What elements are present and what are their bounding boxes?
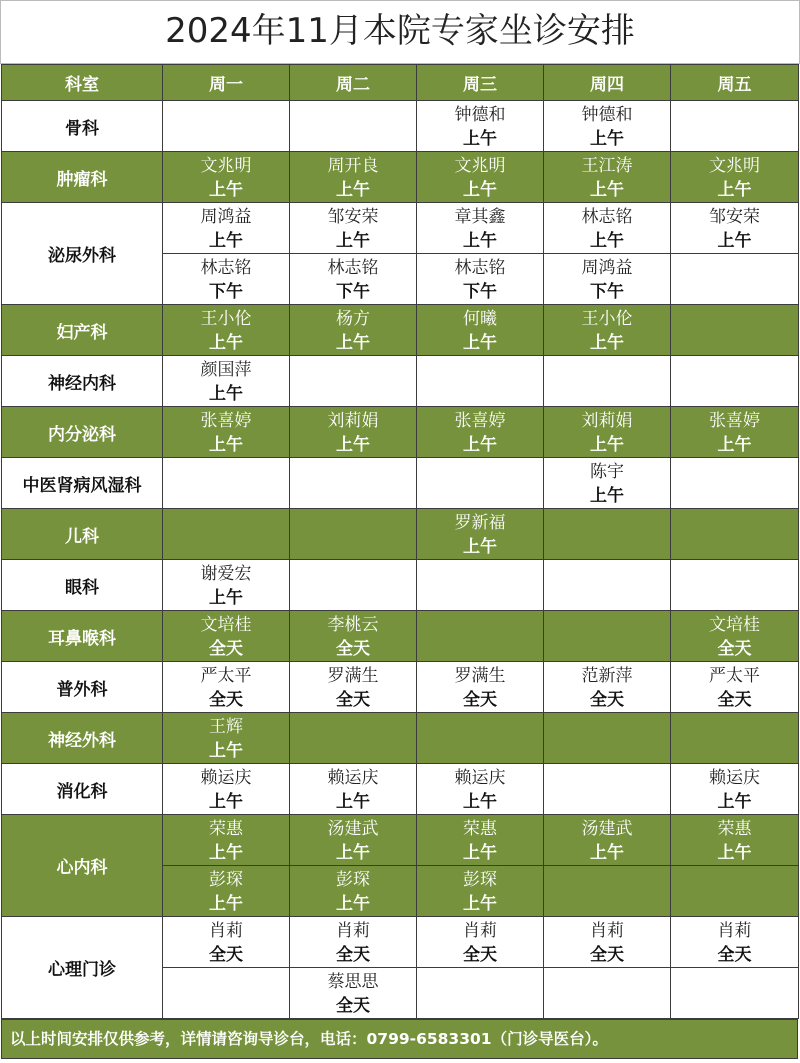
shift-time: 下午	[590, 282, 624, 302]
doctor-name: 林志铭	[581, 207, 633, 227]
doctor-name: 肖莉	[209, 921, 243, 941]
schedule-cell	[163, 713, 290, 764]
shift-time: 上午	[717, 435, 752, 455]
schedule-cell	[544, 152, 671, 203]
shift-time: 上午	[463, 231, 497, 251]
schedule-cell	[544, 407, 671, 458]
footer-note: 以上时间安排仅供参考，详情请咨询导诊台，电话：0799-6583301（门诊导医台）。	[1, 1019, 798, 1059]
shift-time: 全天	[590, 690, 624, 710]
schedule-cell	[163, 815, 290, 866]
schedule-cell	[163, 356, 290, 407]
shift-time: 上午	[463, 843, 497, 863]
doctor-name: 周开良	[327, 156, 379, 176]
doctor-name: 周鸿益	[200, 207, 252, 227]
doctor-name: 肖莉	[336, 921, 370, 941]
schedule-cell	[290, 101, 417, 152]
shift-time: 上午	[336, 792, 370, 812]
shift-time: 全天	[336, 690, 370, 710]
doctor-name: 文兆明	[709, 156, 760, 176]
schedule-cell	[671, 866, 799, 917]
table-row	[2, 203, 799, 254]
schedule-cell	[544, 662, 671, 713]
schedule-cell	[163, 560, 290, 611]
shift-time: 上午	[590, 333, 624, 353]
header-fri: 周五	[671, 65, 799, 101]
doctor-name: 张喜婷	[454, 411, 506, 431]
doctor-name: 罗新福	[454, 513, 506, 533]
shift-time: 上午	[463, 333, 497, 353]
doctor-name: 严太平	[709, 666, 760, 686]
doctor-name: 赖运庆	[709, 768, 760, 788]
shift-time: 下午	[463, 282, 497, 302]
shift-time: 全天	[209, 639, 243, 659]
doctor-name: 颜国萍	[200, 360, 252, 380]
shift-time: 上午	[336, 894, 370, 914]
shift-time: 上午	[463, 129, 497, 149]
schedule-cell	[290, 560, 417, 611]
shift-time: 上午	[463, 180, 497, 200]
schedule-cell	[671, 407, 799, 458]
schedule-cell	[290, 866, 417, 917]
doctor-name: 彭琛	[336, 870, 370, 890]
shift-time: 上午	[590, 180, 624, 200]
shift-time: 上午	[209, 384, 243, 404]
header-row	[2, 65, 799, 101]
dept-cell: 普外科	[2, 662, 163, 713]
doctor-name: 文兆明	[454, 156, 506, 176]
dept-cell: 内分泌科	[2, 407, 163, 458]
dept-cell: 神经外科	[2, 713, 163, 764]
dept-cell: 神经内科	[2, 356, 163, 407]
schedule-cell	[163, 254, 290, 305]
schedule-cell	[163, 611, 290, 662]
schedule-cell	[163, 509, 290, 560]
schedule-cell	[671, 713, 799, 764]
schedule-cell	[544, 101, 671, 152]
schedule-cell	[290, 968, 417, 1019]
shift-time: 下午	[209, 282, 243, 302]
doctor-name: 王江涛	[581, 156, 633, 176]
shift-time: 上午	[209, 894, 243, 914]
doctor-name: 谢爱宏	[200, 564, 252, 584]
schedule-cell	[671, 815, 799, 866]
doctor-name: 赖运庆	[327, 768, 379, 788]
schedule-cell	[163, 917, 290, 968]
shift-time: 上午	[209, 435, 243, 455]
doctor-name: 肖莉	[717, 921, 752, 941]
dept-cell: 肿瘤科	[2, 152, 163, 203]
shift-time: 上午	[717, 843, 752, 863]
dept-cell: 眼科	[2, 560, 163, 611]
table-row	[2, 101, 799, 152]
schedule-cell	[671, 203, 799, 254]
schedule-cell	[417, 254, 544, 305]
shift-time: 上午	[717, 792, 752, 812]
shift-time: 上午	[209, 741, 243, 761]
schedule-cell	[290, 458, 417, 509]
dept-cell: 中医肾病风湿科	[2, 458, 163, 509]
schedule-cell	[544, 254, 671, 305]
schedule-cell	[290, 611, 417, 662]
shift-time: 上午	[209, 792, 243, 812]
doctor-name: 荣惠	[209, 819, 243, 839]
schedule-cell	[417, 560, 544, 611]
schedule-cell	[671, 356, 799, 407]
schedule-cell	[544, 968, 671, 1019]
doctor-name: 肖莉	[463, 921, 497, 941]
doctor-name: 何曦	[463, 309, 497, 329]
schedule-cell	[417, 917, 544, 968]
doctor-name: 杨方	[336, 309, 370, 329]
dept-cell: 心内科	[2, 815, 163, 917]
schedule-cell	[417, 305, 544, 356]
schedule-cell	[290, 917, 417, 968]
shift-time: 上午	[336, 333, 370, 353]
table-row	[2, 662, 799, 713]
schedule-cell	[290, 815, 417, 866]
schedule-cell	[163, 101, 290, 152]
schedule-cell	[544, 458, 671, 509]
schedule-cell	[417, 407, 544, 458]
schedule-cell	[163, 764, 290, 815]
schedule-cell	[163, 662, 290, 713]
doctor-name: 章其鑫	[454, 207, 506, 227]
shift-time: 全天	[717, 945, 752, 965]
doctor-name: 罗满生	[454, 666, 506, 686]
shift-time: 下午	[336, 282, 370, 302]
doctor-name: 赖运庆	[200, 768, 252, 788]
schedule-cell	[290, 509, 417, 560]
schedule-cell	[163, 203, 290, 254]
shift-time: 全天	[717, 690, 752, 710]
schedule-cell	[671, 560, 799, 611]
shift-time: 上午	[590, 129, 624, 149]
schedule-cell	[417, 662, 544, 713]
schedule-cell	[290, 713, 417, 764]
table-row	[2, 152, 799, 203]
shift-time: 上午	[463, 792, 497, 812]
schedule-cell	[544, 305, 671, 356]
table-row	[2, 917, 799, 968]
schedule-cell	[290, 305, 417, 356]
doctor-name: 刘莉娟	[327, 411, 379, 431]
schedule-cell	[671, 509, 799, 560]
doctor-name: 王小伦	[581, 309, 633, 329]
schedule-cell	[544, 611, 671, 662]
schedule-cell	[163, 152, 290, 203]
schedule-cell	[417, 152, 544, 203]
schedule-body	[2, 101, 799, 1019]
table-row	[2, 560, 799, 611]
shift-time: 上午	[717, 231, 752, 251]
schedule-cell	[290, 407, 417, 458]
header-dept: 科室	[2, 65, 163, 101]
schedule-cell	[417, 101, 544, 152]
doctor-name: 彭琛	[463, 870, 497, 890]
doctor-name: 王小伦	[200, 309, 252, 329]
schedule-cell	[671, 662, 799, 713]
shift-time: 全天	[463, 690, 497, 710]
shift-time: 上午	[463, 894, 497, 914]
shift-time: 上午	[336, 435, 370, 455]
shift-time: 全天	[590, 945, 624, 965]
table-row	[2, 305, 799, 356]
schedule-cell	[417, 968, 544, 1019]
dept-cell: 妇产科	[2, 305, 163, 356]
doctor-name: 张喜婷	[200, 411, 252, 431]
dept-cell: 耳鼻喉科	[2, 611, 163, 662]
doctor-name: 汤建武	[327, 819, 379, 839]
schedule-cell	[163, 407, 290, 458]
doctor-name: 林志铭	[327, 258, 379, 278]
doctor-name: 钟德和	[581, 105, 633, 125]
shift-time: 全天	[717, 639, 752, 659]
schedule-cell	[544, 560, 671, 611]
schedule-cell	[417, 866, 544, 917]
schedule-cell	[417, 458, 544, 509]
shift-time: 上午	[336, 180, 370, 200]
doctor-name: 邹安荣	[327, 207, 379, 227]
schedule-cell	[671, 968, 799, 1019]
doctor-name: 肖莉	[590, 921, 624, 941]
schedule-cell	[290, 254, 417, 305]
schedule-cell	[290, 764, 417, 815]
shift-time: 上午	[590, 231, 624, 251]
doctor-name: 罗满生	[327, 666, 379, 686]
doctor-name: 邹安荣	[709, 207, 760, 227]
schedule-cell	[290, 203, 417, 254]
table-row	[2, 815, 799, 866]
table-row	[2, 611, 799, 662]
doctor-name: 荣惠	[463, 819, 497, 839]
doctor-name: 周鸿益	[581, 258, 633, 278]
table-row	[2, 713, 799, 764]
shift-time: 上午	[590, 486, 624, 506]
schedule-cell	[290, 662, 417, 713]
doctor-name: 荣惠	[717, 819, 752, 839]
doctor-name: 钟德和	[454, 105, 506, 125]
table-row	[2, 509, 799, 560]
shift-time: 上午	[336, 231, 370, 251]
doctor-name: 汤建武	[581, 819, 633, 839]
schedule-cell	[671, 305, 799, 356]
shift-time: 全天	[336, 639, 370, 659]
schedule-cell	[417, 509, 544, 560]
schedule-cell	[417, 713, 544, 764]
doctor-name: 彭琛	[209, 870, 243, 890]
shift-time: 上午	[590, 843, 624, 863]
shift-time: 全天	[209, 690, 243, 710]
schedule-cell	[544, 509, 671, 560]
doctor-name: 文兆明	[200, 156, 252, 176]
shift-time: 全天	[209, 945, 243, 965]
schedule-cell	[544, 203, 671, 254]
schedule-cell	[163, 866, 290, 917]
dept-cell: 儿科	[2, 509, 163, 560]
dept-cell: 心理门诊	[2, 917, 163, 1019]
dept-cell: 骨科	[2, 101, 163, 152]
schedule-cell	[671, 917, 799, 968]
schedule-cell	[544, 866, 671, 917]
shift-time: 上午	[209, 231, 243, 251]
shift-time: 全天	[463, 945, 497, 965]
schedule-cell	[417, 815, 544, 866]
shift-time: 上午	[336, 843, 370, 863]
doctor-name: 文培桂	[200, 615, 252, 635]
doctor-name: 刘莉娟	[581, 411, 633, 431]
schedule-cell	[671, 152, 799, 203]
schedule-cell	[671, 254, 799, 305]
doctor-name: 李桃云	[327, 615, 379, 635]
schedule-cell	[671, 611, 799, 662]
schedule-cell	[163, 968, 290, 1019]
doctor-name: 林志铭	[200, 258, 252, 278]
doctor-name: 蔡思思	[327, 972, 379, 992]
schedule-cell	[417, 764, 544, 815]
page-title: 2024年11月本院专家坐诊安排	[0, 0, 800, 64]
schedule-cell	[671, 101, 799, 152]
schedule-cell	[544, 815, 671, 866]
shift-time: 上午	[209, 180, 243, 200]
schedule-cell	[544, 917, 671, 968]
shift-time: 全天	[336, 996, 370, 1016]
dept-cell: 泌尿外科	[2, 203, 163, 305]
shift-time: 全天	[336, 945, 370, 965]
doctor-name: 范新萍	[581, 666, 633, 686]
doctor-name: 文培桂	[709, 615, 760, 635]
schedule-table	[1, 64, 799, 1019]
schedule-cell	[544, 713, 671, 764]
shift-time: 上午	[590, 435, 624, 455]
shift-time: 上午	[463, 537, 497, 557]
header-tue: 周二	[290, 65, 417, 101]
doctor-name: 王辉	[209, 717, 243, 737]
table-row	[2, 356, 799, 407]
header-mon: 周一	[163, 65, 290, 101]
schedule-cell	[671, 764, 799, 815]
schedule-cell	[290, 152, 417, 203]
schedule-cell	[671, 458, 799, 509]
shift-time: 上午	[209, 333, 243, 353]
schedule-cell	[417, 203, 544, 254]
table-row	[2, 458, 799, 509]
schedule-cell	[290, 356, 417, 407]
shift-time: 上午	[717, 180, 752, 200]
schedule-cell	[417, 356, 544, 407]
schedule-cell	[163, 458, 290, 509]
doctor-name: 陈宇	[590, 462, 624, 482]
shift-time: 上午	[209, 588, 243, 608]
doctor-name: 严太平	[200, 666, 252, 686]
schedule-cell	[544, 356, 671, 407]
doctor-name: 林志铭	[454, 258, 506, 278]
doctor-name: 赖运庆	[454, 768, 506, 788]
table-row	[2, 407, 799, 458]
dept-cell: 消化科	[2, 764, 163, 815]
schedule-cell	[163, 305, 290, 356]
schedule-cell	[544, 764, 671, 815]
doctor-name: 张喜婷	[709, 411, 760, 431]
shift-time: 上午	[463, 435, 497, 455]
header-wed: 周三	[417, 65, 544, 101]
header-thu: 周四	[544, 65, 671, 101]
shift-time: 上午	[209, 843, 243, 863]
schedule-cell	[417, 611, 544, 662]
table-row	[2, 764, 799, 815]
